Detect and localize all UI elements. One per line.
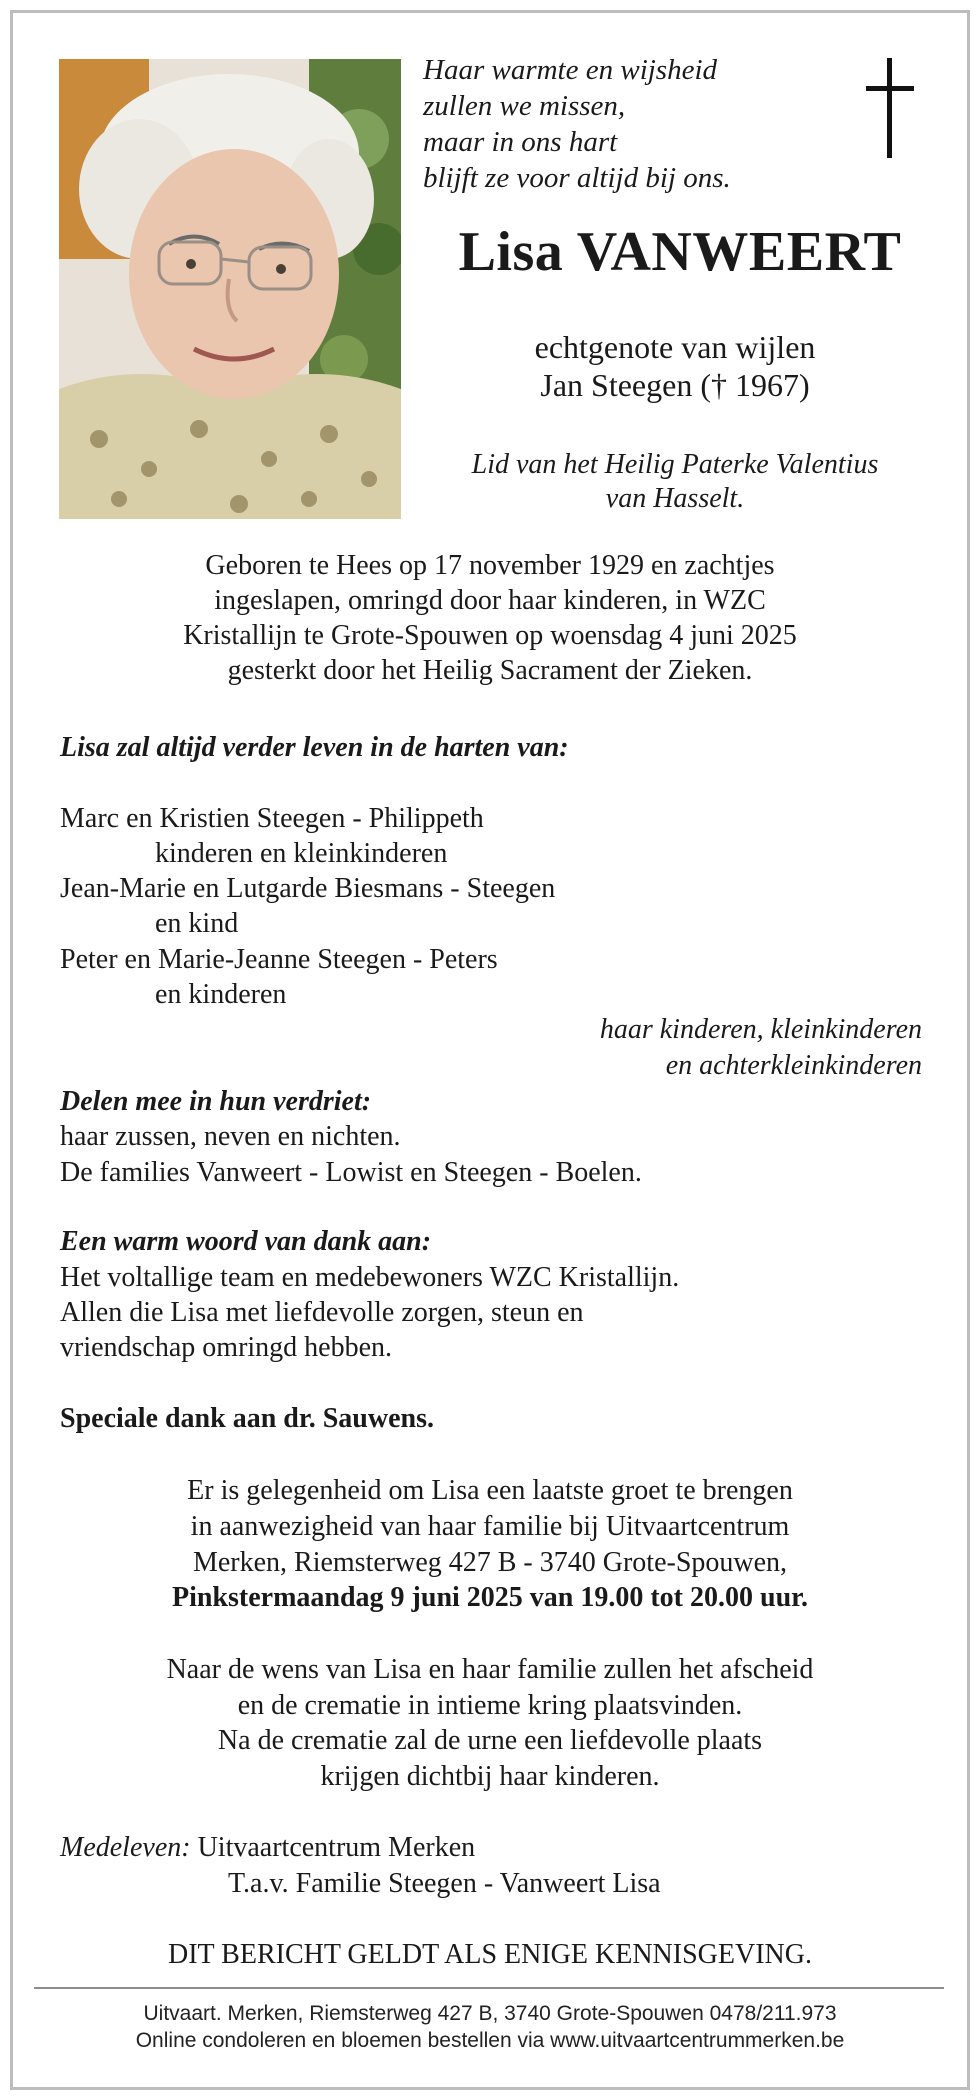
visitation-line: Er is gelegenheid om Lisa een laatste groet te brengen bbox=[187, 1475, 793, 1506]
cremation-line: krijgen dichtbij haar kinderen. bbox=[320, 1761, 660, 1792]
deceased-name: Lisa VANWEERT bbox=[458, 221, 902, 283]
special-thanks: Speciale dank aan dr. Sauwens. bbox=[60, 1403, 434, 1434]
poem bbox=[423, 52, 843, 196]
family-sub: en kinderen bbox=[155, 979, 287, 1010]
poem-line: zullen we missen, bbox=[423, 90, 626, 122]
condolence-block bbox=[60, 1830, 475, 1865]
poem-line: Haar warmte en wijsheid bbox=[423, 54, 718, 86]
cremation-line: Na de crematie zal de urne een liefdevolle plaats bbox=[217, 1725, 763, 1756]
cremation-line: en de crematie in intieme kring plaatsvinden. bbox=[237, 1690, 743, 1721]
footer-website[interactable]: Online condoleren en bloemen bestellen via www.uitvaartcentrummerken.be bbox=[135, 2029, 845, 2052]
thanks-line: Allen die Lisa met liefdevolle zorgen, steun en bbox=[60, 1297, 584, 1328]
family-role: en achterkleinkinderen bbox=[665, 1050, 922, 1081]
poem-line: maar in ons hart bbox=[423, 126, 618, 158]
portrait-photo bbox=[59, 59, 401, 519]
paragraph-line: Kristallijn te Grote-Spouwen op woensdag 4 juni 2025 bbox=[183, 620, 797, 651]
family-sub: kinderen en kleinkinderen bbox=[155, 838, 448, 869]
membership-line: Lid van het Heilig Paterke Valentius bbox=[471, 449, 879, 480]
poem-line: blijft ze voor altijd bij ons. bbox=[423, 162, 731, 194]
condolence-label: Medeleven: bbox=[60, 1832, 191, 1863]
spouse-info bbox=[420, 328, 930, 404]
membership-line: van Hasselt. bbox=[605, 483, 745, 514]
birth-death-paragraph bbox=[60, 548, 920, 688]
paragraph-line: gesterkt door het Heilig Sacrament der Zieken. bbox=[227, 655, 753, 686]
footer-address: Uitvaart. Merken, Riemsterweg 427 B, 3740 Grote-Spouwen 0478/211.973 bbox=[143, 2002, 837, 2025]
paragraph-line: ingeslapen, omringd door haar kinderen, in WZC bbox=[214, 585, 766, 616]
spouse-line: echtgenote van wijlen bbox=[534, 329, 816, 365]
thanks-heading: Een warm woord van dank aan: bbox=[60, 1226, 432, 1257]
family-names: Jean-Marie en Lutgarde Biesmans - Steegen bbox=[60, 873, 556, 904]
family-role: haar kinderen, kleinkinderen bbox=[599, 1014, 922, 1045]
membership-info bbox=[420, 448, 930, 516]
thanks-line: Het voltallige team en medebewoners WZC Kristallijn. bbox=[60, 1262, 680, 1293]
condolence-attention: T.a.v. Familie Steegen - Vanweert Lisa bbox=[228, 1868, 661, 1899]
family-names: Marc en Kristien Steegen - Philippeth bbox=[60, 803, 484, 834]
visitation-line: Merken, Riemsterweg 427 B - 3740 Grote-Spouwen, bbox=[192, 1547, 788, 1578]
grief-line: De families Vanweert - Lowist en Steegen - Boelen. bbox=[60, 1157, 642, 1188]
visitation-datetime: Pinkstermaandag 9 juni 2025 van 19.00 tot 20.00 uur. bbox=[171, 1582, 809, 1613]
cremation-line: Naar de wens van Lisa en haar familie zullen het afscheid bbox=[166, 1654, 814, 1685]
visitation-line: in aanwezigheid van haar familie bij Uitvaartcentrum bbox=[190, 1511, 790, 1542]
family-sub: en kind bbox=[155, 908, 239, 939]
cross-icon bbox=[860, 58, 920, 158]
portrait-illustration bbox=[59, 59, 401, 519]
thanks-line: vriendschap omringd hebben. bbox=[60, 1332, 393, 1363]
grief-line: haar zussen, neven en nichten. bbox=[60, 1121, 401, 1152]
divider bbox=[34, 1987, 944, 1989]
grief-heading: Delen mee in hun verdriet: bbox=[60, 1086, 372, 1117]
family-names: Peter en Marie-Jeanne Steegen - Peters bbox=[60, 944, 498, 975]
paragraph-line: Geboren te Hees op 17 november 1929 en zachtjes bbox=[205, 550, 775, 581]
notice: DIT BERICHT GELDT ALS ENIGE KENNISGEVING. bbox=[168, 1939, 812, 1970]
family-heading: Lisa zal altijd verder leven in de harten van: bbox=[60, 732, 569, 763]
condolence-recipient: Uitvaartcentrum Merken bbox=[197, 1832, 476, 1863]
spouse-line: Jan Steegen († 1967) bbox=[540, 367, 810, 403]
